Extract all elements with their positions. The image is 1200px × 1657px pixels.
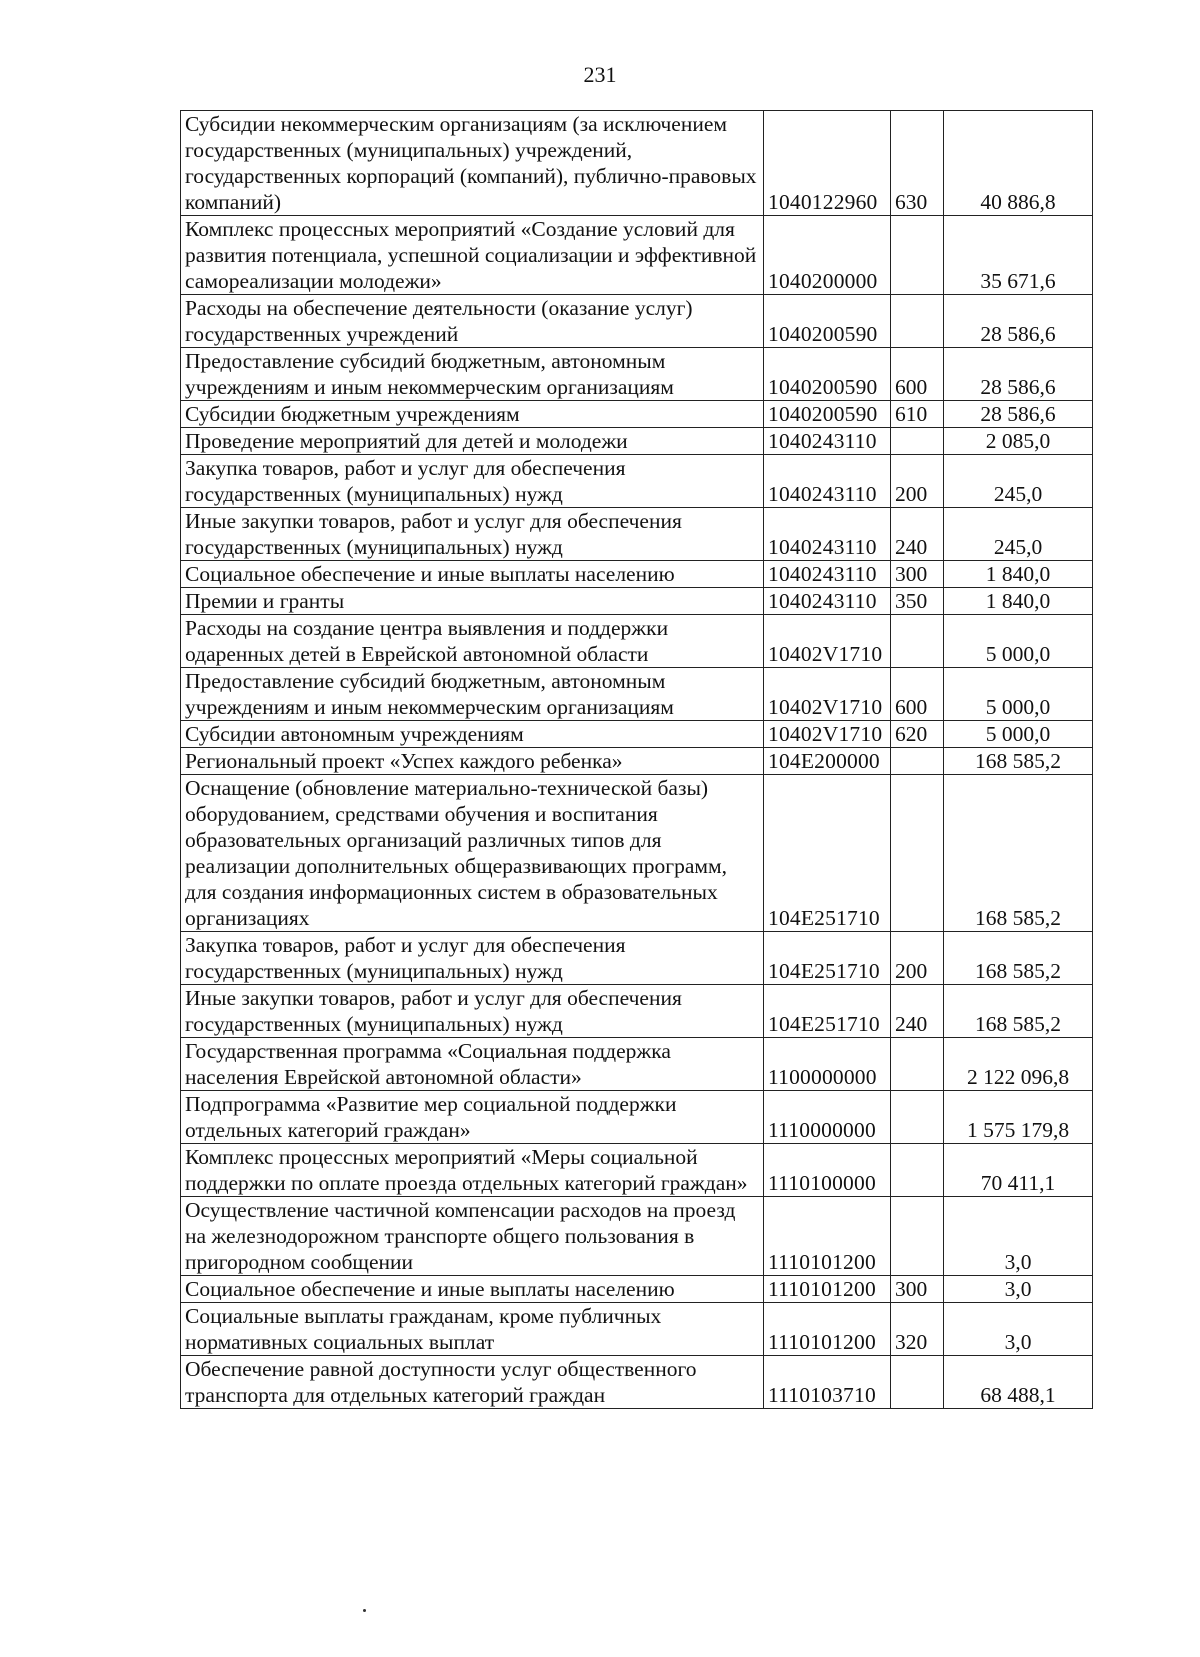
row-name: Предоставление субсидий бюджетным, автономным учреждениям и иным некоммерческим организациям [181,668,764,721]
row-name: Социальные выплаты гражданам, кроме публичных нормативных социальных выплат [181,1303,764,1356]
row-code: 1100000000 [764,1038,891,1091]
row-sum: 245,0 [944,455,1093,508]
table-row [181,348,1093,401]
row-type: 240 [891,985,944,1038]
row-code: 1040200590 [764,348,891,401]
row-type [891,1091,944,1144]
table-row [181,721,1093,748]
row-sum: 1 840,0 [944,588,1093,615]
row-type: 200 [891,455,944,508]
row-sum: 5 000,0 [944,668,1093,721]
row-sum: 35 671,6 [944,216,1093,295]
row-name: Иные закупки товаров, работ и услуг для обеспечения государственных (муниципальных) нужд [181,985,764,1038]
row-sum: 168 585,2 [944,748,1093,775]
row-code: 1040243110 [764,588,891,615]
row-name: Социальное обеспечение и иные выплаты населению [181,561,764,588]
row-sum: 3,0 [944,1303,1093,1356]
row-type: 300 [891,561,944,588]
row-type: 300 [891,1276,944,1303]
scan-speck [363,1609,366,1612]
row-type [891,1038,944,1091]
row-sum: 2 085,0 [944,428,1093,455]
row-sum: 1 575 179,8 [944,1091,1093,1144]
row-sum: 3,0 [944,1197,1093,1276]
row-sum: 5 000,0 [944,615,1093,668]
row-name: Субсидии автономным учреждениям [181,721,764,748]
row-sum: 168 585,2 [944,775,1093,932]
row-name: Предоставление субсидий бюджетным, автономным учреждениям и иным некоммерческим организациям [181,348,764,401]
row-code: 10402V1710 [764,668,891,721]
table-row [181,588,1093,615]
row-code: 104E251710 [764,932,891,985]
row-code: 1110101200 [764,1276,891,1303]
table-row [181,401,1093,428]
row-name: Государственная программа «Социальная поддержка населения Еврейской автономной области» [181,1038,764,1091]
table-row [181,1356,1093,1409]
row-sum: 1 840,0 [944,561,1093,588]
row-code: 10402V1710 [764,721,891,748]
row-type [891,748,944,775]
table-row [181,748,1093,775]
row-sum: 245,0 [944,508,1093,561]
table-row [181,216,1093,295]
row-code: 1110000000 [764,1091,891,1144]
row-name: Закупка товаров, работ и услуг для обеспечения государственных (муниципальных) нужд [181,455,764,508]
row-type [891,216,944,295]
table-row [181,111,1093,216]
row-type [891,775,944,932]
table-row [181,775,1093,932]
row-sum: 40 886,8 [944,111,1093,216]
row-code: 1040200590 [764,295,891,348]
row-code: 104E200000 [764,748,891,775]
row-type: 320 [891,1303,944,1356]
budget-table [180,110,1093,1409]
row-type: 200 [891,932,944,985]
table-row [181,1038,1093,1091]
row-code: 1040200000 [764,216,891,295]
row-sum: 28 586,6 [944,401,1093,428]
row-code: 1040243110 [764,561,891,588]
table-row [181,561,1093,588]
row-type [891,428,944,455]
row-code: 104E251710 [764,775,891,932]
row-type: 600 [891,668,944,721]
row-type [891,1144,944,1197]
row-sum: 68 488,1 [944,1356,1093,1409]
row-code: 1110101200 [764,1197,891,1276]
row-type [891,615,944,668]
row-name: Расходы на создание центра выявления и поддержки одаренных детей в Еврейской автономной области [181,615,764,668]
row-name: Региональный проект «Успех каждого ребенка» [181,748,764,775]
row-type [891,1197,944,1276]
row-name: Комплекс процессных мероприятий «Меры социальной поддержки по оплате проезда отдельных категорий граждан» [181,1144,764,1197]
row-sum: 70 411,1 [944,1144,1093,1197]
row-code: 1040243110 [764,428,891,455]
table-row [181,428,1093,455]
row-name: Обеспечение равной доступности услуг общественного транспорта для отдельных категорий граждан [181,1356,764,1409]
table-row [181,1303,1093,1356]
table-row [181,615,1093,668]
table-row [181,985,1093,1038]
row-code: 104E251710 [764,985,891,1038]
row-sum: 28 586,6 [944,348,1093,401]
table-row [181,1144,1093,1197]
row-type: 620 [891,721,944,748]
table-row [181,1091,1093,1144]
row-code: 1040122960 [764,111,891,216]
row-sum: 5 000,0 [944,721,1093,748]
row-name: Подпрограмма «Развитие мер социальной поддержки отдельных категорий граждан» [181,1091,764,1144]
row-code: 1110100000 [764,1144,891,1197]
row-code: 1040243110 [764,455,891,508]
row-name: Социальное обеспечение и иные выплаты населению [181,1276,764,1303]
table-row [181,1276,1093,1303]
row-code: 1110101200 [764,1303,891,1356]
row-name: Иные закупки товаров, работ и услуг для обеспечения государственных (муниципальных) нужд [181,508,764,561]
row-type: 240 [891,508,944,561]
row-type [891,1356,944,1409]
row-name: Закупка товаров, работ и услуг для обеспечения государственных (муниципальных) нужд [181,932,764,985]
row-name: Оснащение (обновление материально-технической базы) оборудованием, средствами обучения и воспитания образовательных организаций различных типов для реализации дополнительных общеразвивающих программ, для создания информационных систем в образовательных организациях [181,775,764,932]
table-row [181,1197,1093,1276]
row-type: 600 [891,348,944,401]
row-type: 350 [891,588,944,615]
row-type: 630 [891,111,944,216]
table-row [181,932,1093,985]
row-code: 1040200590 [764,401,891,428]
page-number: 231 [583,62,617,87]
row-sum: 168 585,2 [944,985,1093,1038]
row-type [891,295,944,348]
row-sum: 28 586,6 [944,295,1093,348]
row-type: 610 [891,401,944,428]
row-code: 1040243110 [764,508,891,561]
row-sum: 2 122 096,8 [944,1038,1093,1091]
row-name: Расходы на обеспечение деятельности (оказание услуг) государственных учреждений [181,295,764,348]
row-sum: 3,0 [944,1276,1093,1303]
row-name: Субсидии бюджетным учреждениям [181,401,764,428]
row-sum: 168 585,2 [944,932,1093,985]
table-row [181,455,1093,508]
row-name: Проведение мероприятий для детей и молодежи [181,428,764,455]
table-row [181,668,1093,721]
row-name: Премии и гранты [181,588,764,615]
table-row [181,295,1093,348]
row-name: Комплекс процессных мероприятий «Создание условий для развития потенциала, успешной социализации и эффективной самореализации молодежи» [181,216,764,295]
row-name: Осуществление частичной компенсации расходов на проезд на железнодорожном транспорте общего пользования в пригородном сообщении [181,1197,764,1276]
row-code: 10402V1710 [764,615,891,668]
row-code: 1110103710 [764,1356,891,1409]
row-name: Субсидии некоммерческим организациям (за исключением государственных (муниципальных) учреждений, государственных корпораций (компаний), публично-правовых компаний) [181,111,764,216]
table-row [181,508,1093,561]
